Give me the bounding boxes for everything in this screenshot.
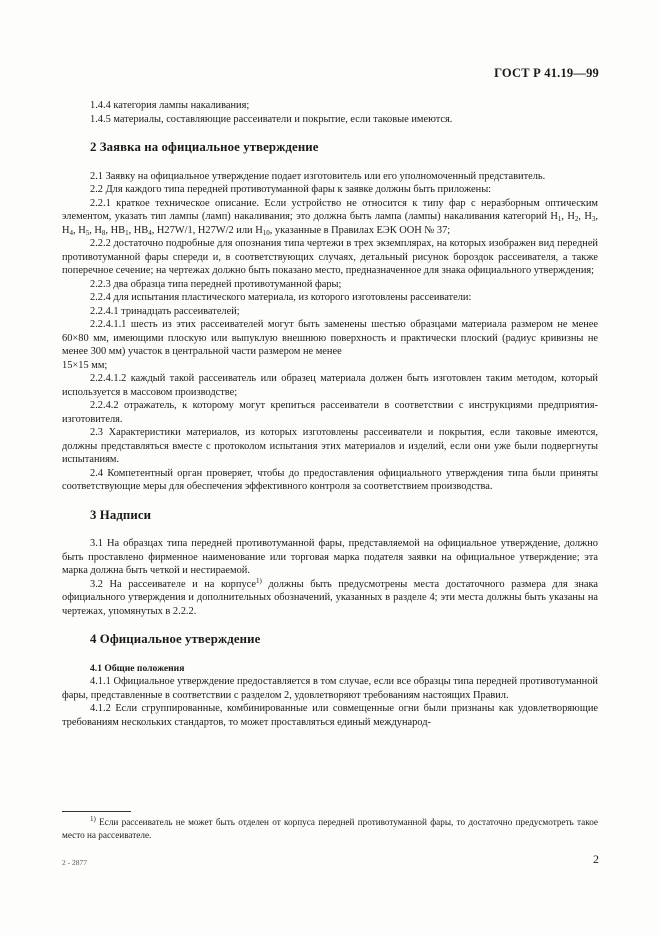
print-code: 2 - 2877 xyxy=(62,858,87,867)
paragraph-2-1: 2.1 Заявку на официальное утверждение подает изготовитель или его уполномоченный представитель. xyxy=(90,170,546,182)
footnote: $^{1)}$ Если рассеиватель не может быть отделен от корпуса передней противотуманной фары, то достаточно предусмотреть такое место на рассеивателе. xyxy=(62,815,598,840)
subsection-4-1-title: 4.1 Общие положения xyxy=(90,662,185,674)
paragraph-2-2-1: 2.2.1 краткое техническое описание. Если устройство не относится к типу фар с неразборным оптическим элементом, указать тип лампы (ламп) накаливания; это должна быть лампа (лампы) накаливания категорий $H_1$, $H_2$, $H_3$, $H_4$, $H_5$, $H_8$, $HB_1$, $HB_4$, H27W/1, H27W/2 или $H_{10}$, указанные в Правилах ЕЭК ООН № 37; xyxy=(62,197,598,237)
paragraph-2-2-4: 2.2.4 для испытания пластического материала, из которого изготовлены рассеиватели: xyxy=(90,292,472,303)
paragraph-2-2: 2.2 Для каждого типа передней противотуманной фары к заявке должны быть приложены: xyxy=(90,184,492,195)
paragraph-2-2-3: 2.2.3 два образца типа передней противотуманной фары; xyxy=(90,278,342,290)
paragraph-3-2: 3.2 На рассеивателе и на корпусе$^{1)}$ должны быть предусмотрены места достаточного размера для знака официального утверждения и дополнительных обозначений, указанных в разделе 4; эти места должны быть указаны на чертежах, упомянутых в 2.2.2. xyxy=(62,576,599,617)
paragraph-2-3: 2.3 Характеристики материалов, из которых изготовлены рассеиватели и покрытия, если таковые имеются, должны представляться вместе с протоколом испытания этих материалов и изделий, если они уже были подвергнуты испытаниям. xyxy=(62,427,598,465)
page-number: 2 xyxy=(593,852,599,866)
paragraph-2-2-4-1-1-end: 15×15 мм; xyxy=(62,359,108,371)
document-code: ГОСТ Р 41.19—99 xyxy=(494,66,599,80)
paragraph-2-4: 2.4 Компетентный орган проверяет, чтобы до предоставления официального утверждения типа были приняты соответствующие меры для обеспечения эффективного контроля за соответствием производства. xyxy=(62,467,598,492)
page-body xyxy=(62,99,598,729)
paragraph-2-2-4-2: 2.2.4.2 отражатель, к которому могут крепиться рассеиватели в соответствии с инструкциями предприятия-изготовителя. xyxy=(62,400,598,425)
section-2-title: 2 Заявка на официальное утверждение xyxy=(90,140,319,154)
paragraph-1-4-5: 1.4.5 материалы, составляющие рассеиватели и покрытие, если таковые имеются. xyxy=(90,113,453,125)
paragraph-1-4-4: 1.4.4 категория лампы накаливания; xyxy=(90,100,250,111)
section-4-title: 4 Официальное утверждение xyxy=(90,632,261,646)
paragraph-4-1-2: 4.1.2 Если сгруппированные, комбинированные или совмещенные огни были признаны как удовлетворяющие требованиям нескольких стандартов, то может проставляться единый международ- xyxy=(62,703,598,728)
paragraph-2-2-4-1-1: 2.2.4.1.1 шесть из этих рассеивателей могут быть заменены шестью образцами материала размером не менее 60×80 мм, имеющими плоскую или выпуклую внешнюю поверхность и практически плоский (радиус кривизны не менее 300 мм) участок в центральной части размером не менее xyxy=(62,319,598,357)
paragraph-4-1-1: 4.1.1 Официальное утверждение предоставляется в том случае, если все образцы типа передней противотуманной фары, представленные в соответствии с разделом 2, удовлетворяют требованиям настоящих Правил. xyxy=(62,676,598,701)
footnote-ref: 1) xyxy=(256,576,262,585)
paragraph-2-2-4-1: 2.2.4.1 тринадцать рассеивателей; xyxy=(90,305,240,317)
paragraph-2-2-4-1-2: 2.2.4.1.2 каждый такой рассеиватель или образец материала должен быть изготовлен таким методом, который используется в массовом производстве; xyxy=(62,373,598,398)
footnote-divider xyxy=(62,811,131,812)
section-3-title: 3 Надписи xyxy=(90,507,152,522)
paragraph-2-2-2: 2.2.2 достаточно подробные для опознания типа чертежи в трех экземплярах, на которых изображен вид передней противотуманной фары спереди и, в соответствующих случаях, детальный рисунок бороздок рассеивателя, а также поперечное сечение; на чертежах должно быть показано место, предназначенное для знака официального утверждения; xyxy=(62,238,598,276)
paragraph-3-1: 3.1 На образцах типа передней противотуманной фары, представляемой на официальное утверждение, должно быть проставлено фирменное наименование или торговая марка подателя заявки на официальное утверждение; эта марка должна быть четкой и нестираемой. xyxy=(62,538,598,576)
